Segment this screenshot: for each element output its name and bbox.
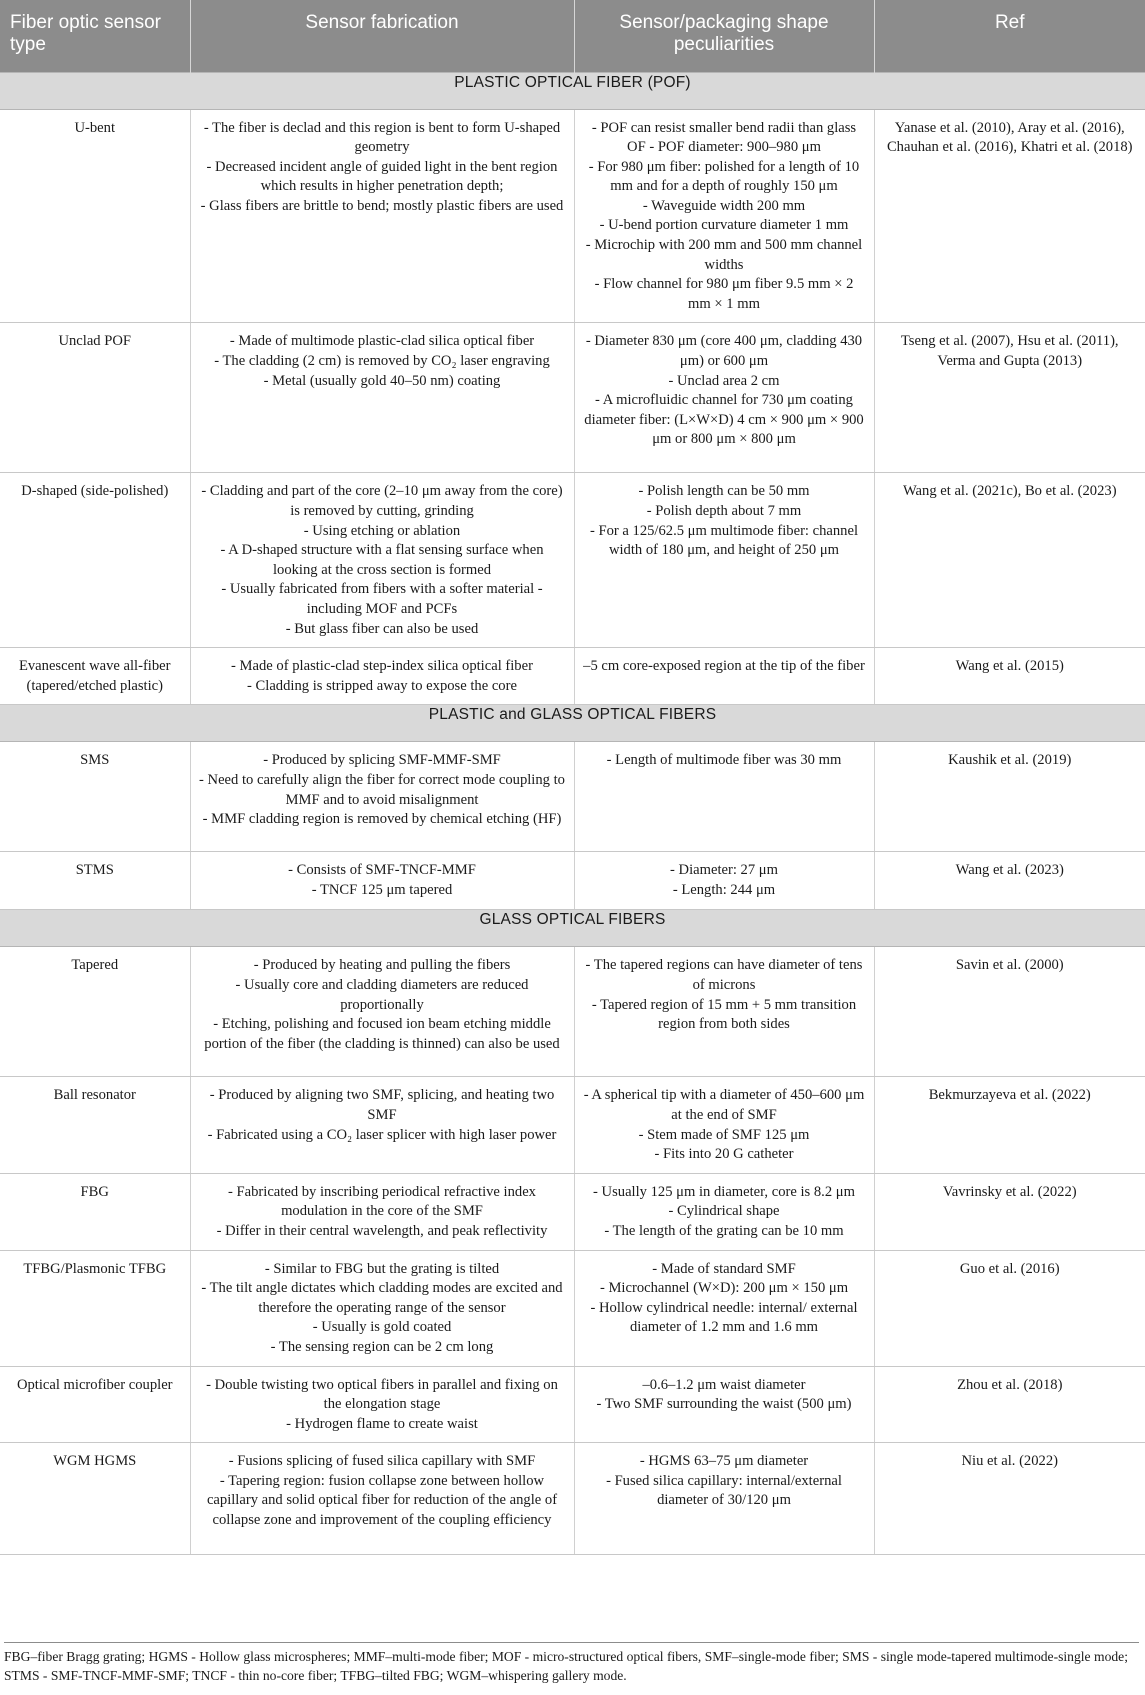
- fabrication-line: - The sensing region can be 2 cm long: [270, 1338, 494, 1355]
- fabrication-line: - Etching, polishing and focused ion beam etching middle portion of the fiber (the cladding is thinned) can also be used: [204, 1016, 560, 1052]
- table-row: [0, 1173, 1145, 1250]
- fabrication-line: - Fabricated by inscribing periodical refractive index modulation in the core of the SMF: [228, 1183, 536, 1220]
- fabrication-line: - Made of multimode plastic-clad silica optical fiber: [229, 333, 535, 350]
- shape-line: - Polish depth about 7 mm: [646, 503, 802, 520]
- section-header-row: [0, 705, 1145, 742]
- fabrication-line: - Using etching or ablation: [303, 522, 461, 539]
- shape-line: - Stem made of SMF 125 μm: [638, 1126, 810, 1143]
- fabrication-line: - Glass fibers are brittle to bend; mostly plastic fibers are used: [200, 197, 564, 214]
- shape-line: - For a 125/62.5 μm multimode fiber: channel width of 180 μm, and height of 250 μm: [589, 522, 859, 559]
- cell-fabrication: [190, 947, 574, 1077]
- cell-sensor-type: STMS: [0, 852, 190, 910]
- cell-sensor-type: TFBG/Plasmonic TFBG: [0, 1250, 190, 1366]
- fabrication-line: - Fabricated using a CO₂ laser splicer with high laser power: [207, 1126, 557, 1143]
- fabrication-line: - Usually core and cladding diameters are reduced proportionally: [235, 976, 529, 1013]
- cell-sensor-type: Optical microfiber coupler: [0, 1366, 190, 1443]
- shape-line: - Fits into 20 G catheter: [654, 1146, 794, 1163]
- cell-sensor-type: Tapered: [0, 947, 190, 1077]
- shape-line: - Length: 244 μm: [672, 881, 776, 898]
- fabrication-line: - Usually is gold coated: [312, 1319, 452, 1336]
- cell-shape: [574, 947, 874, 1077]
- cell-fabrication: [190, 1173, 574, 1250]
- cell-ref: Yanase et al. (2010), Aray et al. (2016), Chauhan et al. (2016), Khatri et al. (2018): [874, 109, 1145, 323]
- table-body: [0, 72, 1145, 1555]
- cell-ref: Kaushik et al. (2019): [874, 742, 1145, 852]
- table-row: [0, 1077, 1145, 1173]
- table-row: [0, 947, 1145, 1077]
- cell-fabrication: [190, 1366, 574, 1443]
- table-row: [0, 1443, 1145, 1555]
- cell-fabrication: [190, 323, 574, 473]
- fabrication-line: - Consists of SMF-TNCF-MMF: [288, 862, 476, 879]
- shape-line: - A spherical tip with a diameter of 450–600 μm at the end of SMF: [583, 1087, 865, 1123]
- shape-line: - HGMS 63–75 μm diameter: [639, 1453, 809, 1470]
- cell-ref: Tseng et al. (2007), Hsu et al. (2011), Verma and Gupta (2013): [874, 323, 1145, 473]
- shape-line: - Unclad area 2 cm: [668, 372, 780, 389]
- table-row: [0, 742, 1145, 852]
- cell-shape: [574, 648, 874, 705]
- cell-fabrication: [190, 1443, 574, 1555]
- section-header-row: [0, 910, 1145, 947]
- shape-line: - Usually 125 μm in diameter, core is 8.2 μm: [593, 1183, 855, 1200]
- header-ref: Ref: [874, 0, 1145, 72]
- cell-shape: [574, 1173, 874, 1250]
- cell-fabrication: [190, 742, 574, 852]
- table-footnote: FBG–fiber Bragg grating; HGMS - Hollow glass microspheres; MMF–multi-mode fiber; MOF - micro-structured optical fibers, SMF–single-mode fiber; SMS - single mode-tapered multimode-single mode; STMS - SMF-TNCF-MMF-SMF; TNCF - thin no-core fiber; TFBG–tilted FBG; WGM–whispering gallery mode.: [4, 1642, 1139, 1685]
- header-shape: Sensor/packaging shape peculiarities: [574, 0, 874, 72]
- cell-ref: Vavrinsky et al. (2022): [874, 1173, 1145, 1250]
- section-title: PLASTIC OPTICAL FIBER (POF): [0, 72, 1145, 109]
- shape-line: - Microchannel (W×D): 200 μm × 150 μm: [599, 1280, 849, 1297]
- shape-line: - Tapered region of 15 mm + 5 mm transition region from both sides: [591, 996, 857, 1033]
- shape-line: - Polish length can be 50 mm: [638, 483, 810, 500]
- cell-sensor-type: U-bent: [0, 109, 190, 323]
- fabrication-line: - Made of plastic-clad step-index silica optical fiber: [231, 658, 533, 675]
- cell-ref: Wang et al. (2021c), Bo et al. (2023): [874, 473, 1145, 648]
- section-header-row: [0, 72, 1145, 109]
- fabrication-line: - Produced by aligning two SMF, splicing, and heating two SMF: [209, 1087, 555, 1123]
- table-header: [0, 0, 1145, 72]
- shape-line: - Fused silica capillary: internal/external diameter of 30/120 μm: [606, 1472, 842, 1509]
- cell-ref: Wang et al. (2015): [874, 648, 1145, 705]
- cell-shape: [574, 852, 874, 910]
- fabrication-line: - Produced by heating and pulling the fibers: [253, 957, 511, 974]
- table-row: [0, 648, 1145, 705]
- shape-line: - POF can resist smaller bend radii than glass OF - POF diameter: 900–980 μm: [591, 119, 857, 156]
- cell-fabrication: [190, 852, 574, 910]
- fabrication-line: - Similar to FBG but the grating is tilted: [264, 1260, 500, 1277]
- fabrication-line: - A D-shaped structure with a flat sensing surface when looking at the cross section is formed: [220, 542, 544, 578]
- cell-fabrication: [190, 1077, 574, 1173]
- shape-line: - Flow channel for 980 μm fiber 9.5 mm × 2 mm × 1 mm: [594, 276, 854, 312]
- shape-line: - Waveguide width 200 mm: [642, 197, 806, 214]
- fabrication-line: - Usually fabricated from fibers with a softer material - including MOF and PCFs: [221, 581, 543, 617]
- shape-line: - For 980 μm fiber: polished for a length of 10 mm and for a depth of roughly 150 μm: [588, 158, 860, 195]
- fabrication-line: - MMF cladding region is removed by chemical etching (HF): [202, 811, 562, 828]
- fabrication-line: - Hydrogen flame to create waist: [286, 1415, 478, 1432]
- cell-shape: [574, 473, 874, 648]
- cell-shape: [574, 742, 874, 852]
- cell-ref: Bekmurzayeva et al. (2022): [874, 1077, 1145, 1173]
- cell-sensor-type: D-shaped (side-polished): [0, 473, 190, 648]
- shape-line: - Microchip with 200 mm and 500 mm channel widths: [585, 237, 863, 273]
- cell-ref: Guo et al. (2016): [874, 1250, 1145, 1366]
- cell-ref: Wang et al. (2023): [874, 852, 1145, 910]
- shape-line: - Length of multimode fiber was 30 mm: [606, 752, 842, 769]
- cell-fabrication: [190, 648, 574, 705]
- shape-line: –0.6–1.2 μm waist diameter: [642, 1376, 806, 1393]
- shape-line: - Cylindrical shape: [668, 1203, 780, 1220]
- header-sensor-type: Fiber optic sensor type: [0, 0, 190, 72]
- fabrication-line: - Need to carefully align the fiber for correct mode coupling to MMF and to avoid misalignment: [199, 771, 565, 808]
- cell-ref: Niu et al. (2022): [874, 1443, 1145, 1555]
- table-row: [0, 1250, 1145, 1366]
- shape-line: - A microfluidic channel for 730 μm coating diameter fiber: (L×W×D) 4 cm × 900 μm × 900 μm or 800 μm × 800 μm: [584, 392, 864, 448]
- cell-shape: [574, 1366, 874, 1443]
- shape-line: - Made of standard SMF: [652, 1260, 796, 1277]
- fabrication-line: - Cladding is stripped away to expose the core: [247, 677, 517, 694]
- fabrication-line: - TNCF 125 μm tapered: [311, 881, 453, 898]
- cell-shape: [574, 323, 874, 473]
- fabrication-line: - Fusions splicing of fused silica capillary with SMF: [228, 1453, 536, 1470]
- cell-fabrication: [190, 109, 574, 323]
- cell-shape: [574, 109, 874, 323]
- fabrication-line: - Decreased incident angle of guided light in the bent region which results in higher penetration depth;: [206, 158, 558, 195]
- cell-sensor-type: FBG: [0, 1173, 190, 1250]
- cell-sensor-type: Unclad POF: [0, 323, 190, 473]
- table-row: [0, 852, 1145, 910]
- fabrication-line: - Differ in their central wavelength, and peak reflectivity: [216, 1222, 548, 1239]
- shape-line: - Diameter 830 μm (core 400 μm, cladding 430 μm) or 600 μm: [585, 333, 863, 370]
- cell-sensor-type: Ball resonator: [0, 1077, 190, 1173]
- fabrication-line: - The tilt angle dictates which cladding modes are excited and therefore the operating range of the sensor: [201, 1280, 563, 1316]
- cell-ref: Savin et al. (2000): [874, 947, 1145, 1077]
- shape-line: - Two SMF surrounding the waist (500 μm): [596, 1396, 852, 1413]
- cell-shape: [574, 1250, 874, 1366]
- fabrication-line: - Produced by splicing SMF-MMF-SMF: [263, 752, 501, 769]
- shape-line: –5 cm core-exposed region at the tip of the fiber: [583, 658, 865, 675]
- header-fabrication: Sensor fabrication: [190, 0, 574, 72]
- cell-sensor-type: WGM HGMS: [0, 1443, 190, 1555]
- section-title: GLASS OPTICAL FIBERS: [0, 910, 1145, 947]
- fabrication-line: - Metal (usually gold 40–50 nm) coating: [263, 372, 501, 389]
- shape-line: - U-bend portion curvature diameter 1 mm: [599, 217, 849, 234]
- shape-line: - Hollow cylindrical needle: internal/ external diameter of 1.2 mm and 1.6 mm: [590, 1299, 858, 1336]
- cell-ref: Zhou et al. (2018): [874, 1366, 1145, 1443]
- cell-shape: [574, 1077, 874, 1173]
- cell-fabrication: [190, 473, 574, 648]
- shape-line: - The length of the grating can be 10 mm: [604, 1222, 844, 1239]
- fabrication-line: - Double twisting two optical fibers in parallel and fixing on the elongation stage: [206, 1376, 558, 1413]
- cell-fabrication: [190, 1250, 574, 1366]
- cell-sensor-type: Evanescent wave all-fiber (tapered/etched plastic): [0, 648, 190, 705]
- fabrication-line: - Tapering region: fusion collapse zone between hollow capillary and solid optical fiber for reduction of the angle of collapse zone and improvement of the coupling efficiency: [206, 1472, 558, 1529]
- table-row: [0, 323, 1145, 473]
- shape-line: - Diameter: 27 μm: [670, 862, 778, 879]
- fabrication-line: - Cladding and part of the core (2–10 μm away from the core) is removed by cutting, grinding: [201, 483, 563, 520]
- table-row: [0, 1366, 1145, 1443]
- cell-sensor-type: SMS: [0, 742, 190, 852]
- cell-shape: [574, 1443, 874, 1555]
- fabrication-line: - But glass fiber can also be used: [285, 620, 479, 637]
- fabrication-line: - The fiber is declad and this region is bent to form U-shaped geometry: [203, 119, 561, 156]
- table-row: [0, 109, 1145, 323]
- section-title: PLASTIC and GLASS OPTICAL FIBERS: [0, 705, 1145, 742]
- table-row: [0, 473, 1145, 648]
- fabrication-line: - The cladding (2 cm) is removed by CO₂ laser engraving: [214, 353, 550, 370]
- shape-line: - The tapered regions can have diameter of tens of microns: [585, 957, 863, 993]
